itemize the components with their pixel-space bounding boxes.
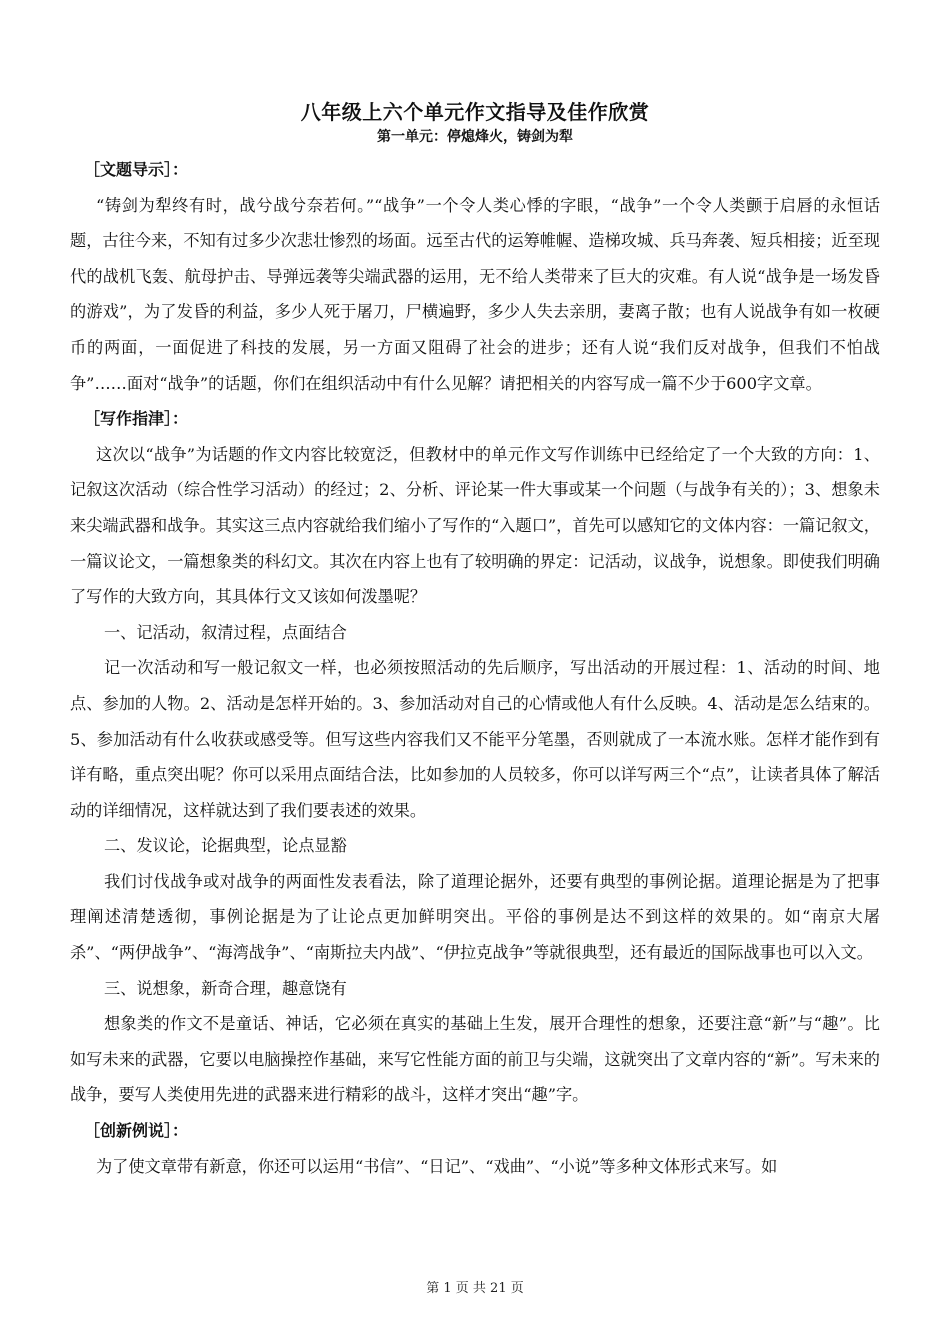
creative-heading: ［创新例说］： bbox=[84, 1121, 189, 1141]
prompt-paragraph: “铸剑为犁终有时，战兮战兮奈若何。”“战争”一个令人类心悸的字眼，“战争”一个令人类颤于启唇的永恒话题，古往今来，不知有过多少次悲壮惨烈的场面。远至古代的运筹帷幄、造梯攻城、兵马奔袭、短兵相接；近至现代的战机飞轰、航母护击、导弹远袭等尖端武器的运用，无不给人类带来了巨大的灾难。有人说“战争是一场发昏的游戏”，为了发昏的利益，多少人死于屠刀，尸横遍野，多少人失去亲朋，妻离子散；也有人说战争有如一枚硬币的两面，一面促进了科技的发展，另一方面又阻碍了社会的进步；还有人说“我们反对战争，但我们不怕战争”……面对“战争”的话题，你们在组织活动中有什么见解？请把相关的内容写成一篇不少于600字文章。 bbox=[70, 195, 880, 393]
document-body bbox=[70, 152, 880, 1184]
point3-title: 三、说想象，新奇合理，趣意饶有 bbox=[104, 978, 347, 998]
unit-subtitle: 第一单元：停熄烽火，铸剑为犁 bbox=[377, 129, 573, 145]
point1-paragraph: 记一次活动和写一般记叙文一样，也必须按照活动的先后顺序，写出活动的开展过程：1、活动的时间、地点、参加的人物。2、活动是怎样开始的。3、参加活动对自己的心情或他人有什么反映。4、活动是怎么结束的。5、参加活动有什么收获或感受等。但写这些内容我们又不能平分笔墨，否则就成了一本流水账。怎样才能作到有详有略，重点突出呢？你可以采用点面结合法，比如参加的人员较多，你可以详写两三个“点”，让读者具体了解活动的详细情况，这样就达到了我们要表述的效果。 bbox=[70, 658, 880, 820]
guide-paragraph: 这次以“战争”为话题的作文内容比较宽泛，但教材中的单元作文写作训练中已经给定了一个大致的方向：1、记叙这次活动（综合性学习活动）的经过；2、分析、评论某一件大事或某一个问题（与战争有关的）；3、想象未来尖端武器和战争。其实这三点内容就给我们缩小了写作的“入题口”，首先可以感知它的文体内容：一篇记叙文，一篇议论文，一篇想象类的科幻文。其次在内容上也有了较明确的界定：记活动，议战争，说想象。即使我们明确了写作的大致方向，其具体行文又该如何泼墨呢？ bbox=[70, 444, 880, 607]
point3-paragraph: 想象类的作文不是童话、神话，它必须在真实的基础上生发，展开合理性的想象，还要注意“新”与“趣”。比如写未来的武器，它要以电脑操控作基础，来写它性能方面的前卫与尖端，这就突出了文章内容的“新”。写未来的战争，要写人类使用先进的武器来进行精彩的战斗，这样才突出“趣”字。 bbox=[70, 1014, 880, 1105]
guide-heading: ［写作指津］： bbox=[84, 409, 189, 429]
creative-paragraph: 为了使文章带有新意，你还可以运用“书信”、“日记”、“戏曲”、“小说”等多种文体形式来写。如 bbox=[96, 1156, 778, 1176]
page-footer: 第 1 页 共 21 页 bbox=[426, 1281, 524, 1296]
point2-title: 二、发议论，论据典型，论点显豁 bbox=[104, 836, 347, 856]
point1-title: 一、记活动，叙清过程，点面结合 bbox=[104, 622, 347, 642]
point2-paragraph: 我们讨伐战争或对战争的两面性发表看法，除了道理论据外，还要有典型的事例论据。道理论据是为了把事理阐述清楚透彻，事例论据是为了让论点更加鲜明突出。平俗的事例是达不到这样的效果的。如“南京大屠杀”、“两伊战争”、“海湾战争”、“南斯拉夫内战”、“伊拉克战争”等就很典型，还有最近的国际战事也可以入文。 bbox=[70, 871, 880, 963]
document-title: 八年级上六个单元作文指导及佳作欣赏 bbox=[300, 100, 650, 124]
prompt-heading: ［文题导示］： bbox=[84, 160, 189, 179]
